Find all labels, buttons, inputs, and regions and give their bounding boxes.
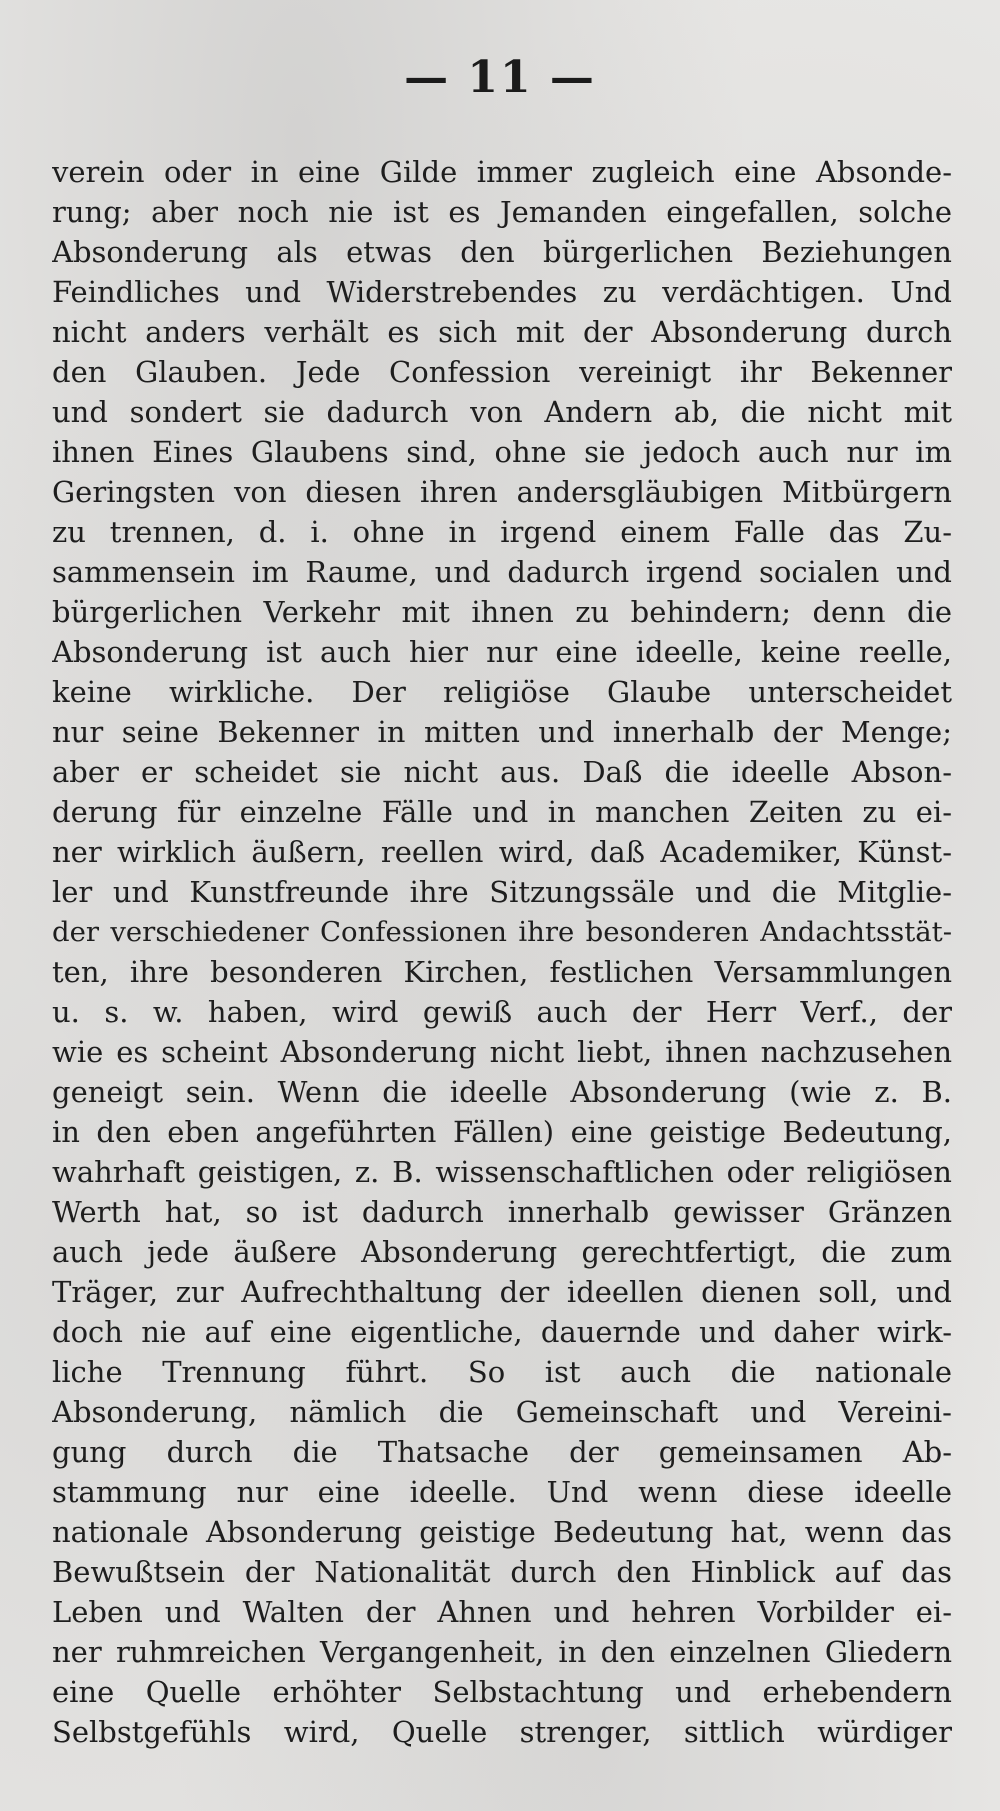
text-line: in den eben angeführten Fällen) eine geistige Bedeutung,	[52, 1115, 952, 1149]
body-text	[52, 152, 952, 1752]
text-line: Absonderung ist auch hier nur eine ideelle, keine reelle,	[52, 635, 952, 669]
text-line: ten, ihre besonderen Kirchen, festlichen Versammlungen	[52, 955, 952, 989]
text-line: aber er scheidet sie nicht aus. Daß die ideelle Abson-	[52, 755, 952, 789]
page-number-header: — 11 —	[404, 52, 596, 103]
text-line: wahrhaft geistigen, z. B. wissenschaftlichen oder religiösen	[52, 1155, 952, 1189]
text-line: stammung nur eine ideelle. Und wenn diese ideelle	[52, 1475, 952, 1509]
text-line: wie es scheint Absonderung nicht liebt, ihnen nachzusehen	[52, 1035, 952, 1069]
text-line: Leben und Walten der Ahnen und hehren Vorbilder ei-	[52, 1595, 952, 1629]
text-line: nur seine Bekenner in mitten und innerhalb der Menge;	[52, 715, 952, 749]
text-line: auch jede äußere Absonderung gerechtfertigt, die zum	[52, 1235, 952, 1269]
text-line: doch nie auf eine eigentliche, dauernde und daher wirk-	[52, 1315, 952, 1349]
text-line: ihnen Eines Glaubens sind, ohne sie jedoch auch nur im	[52, 435, 952, 469]
text-line: ner ruhmreichen Vergangenheit, in den einzelnen Gliedern	[52, 1635, 952, 1669]
text-line: geneigt sein. Wenn die ideelle Absonderung (wie z. B.	[52, 1075, 952, 1109]
text-line: nicht anders verhält es sich mit der Absonderung durch	[52, 315, 952, 349]
text-line: keine wirkliche. Der religiöse Glaube unterscheidet	[52, 675, 952, 709]
text-line: den Glauben. Jede Confession vereinigt ihr Bekenner	[52, 355, 952, 389]
text-line: der verschiedener Confessionen ihre besonderen Andachtsstät-	[52, 916, 952, 948]
text-line: sammensein im Raume, und dadurch irgend socialen und	[52, 555, 952, 589]
text-line: zu trennen, d. i. ohne in irgend einem Falle das Zu-	[52, 515, 952, 549]
text-line: und sondert sie dadurch von Andern ab, die nicht mit	[52, 395, 952, 429]
text-line: nationale Absonderung geistige Bedeutung hat, wenn das	[52, 1515, 952, 1549]
text-line: Bewußtsein der Nationalität durch den Hinblick auf das	[52, 1555, 952, 1589]
text-line: Träger, zur Aufrechthaltung der ideellen dienen soll, und	[52, 1275, 952, 1309]
text-line: Absonderung als etwas den bürgerlichen Beziehungen	[52, 235, 952, 269]
text-line: Werth hat, so ist dadurch innerhalb gewisser Gränzen	[52, 1195, 952, 1229]
text-line: verein oder in eine Gilde immer zugleich eine Absonde-	[52, 155, 952, 189]
text-line: eine Quelle erhöhter Selbstachtung und erhebendern	[52, 1675, 952, 1709]
text-line: derung für einzelne Fälle und in manchen Zeiten zu ei-	[52, 795, 952, 829]
text-line: rung; aber noch nie ist es Jemanden eingefallen, solche	[52, 195, 952, 229]
text-line: Geringsten von diesen ihren andersgläubigen Mitbürgern	[52, 475, 952, 509]
text-line: Feindliches und Widerstrebendes zu verdächtigen. Und	[52, 275, 952, 309]
text-line: ler und Kunstfreunde ihre Sitzungssäle und die Mitglie-	[52, 875, 952, 909]
text-line: Selbstgefühls wird, Quelle strenger, sittlich würdiger	[52, 1715, 952, 1749]
text-line: bürgerlichen Verkehr mit ihnen zu behindern; denn die	[52, 595, 952, 629]
text-line: Absonderung, nämlich die Gemeinschaft und Vereini-	[52, 1395, 952, 1429]
text-line: u. s. w. haben, wird gewiß auch der Herr Verf., der	[52, 995, 952, 1029]
text-line: ner wirklich äußern, reellen wird, daß Academiker, Künst-	[52, 835, 952, 869]
text-line: gung durch die Thatsache der gemeinsamen Ab-	[52, 1435, 952, 1469]
text-line: liche Trennung führt. So ist auch die nationale	[52, 1355, 952, 1389]
